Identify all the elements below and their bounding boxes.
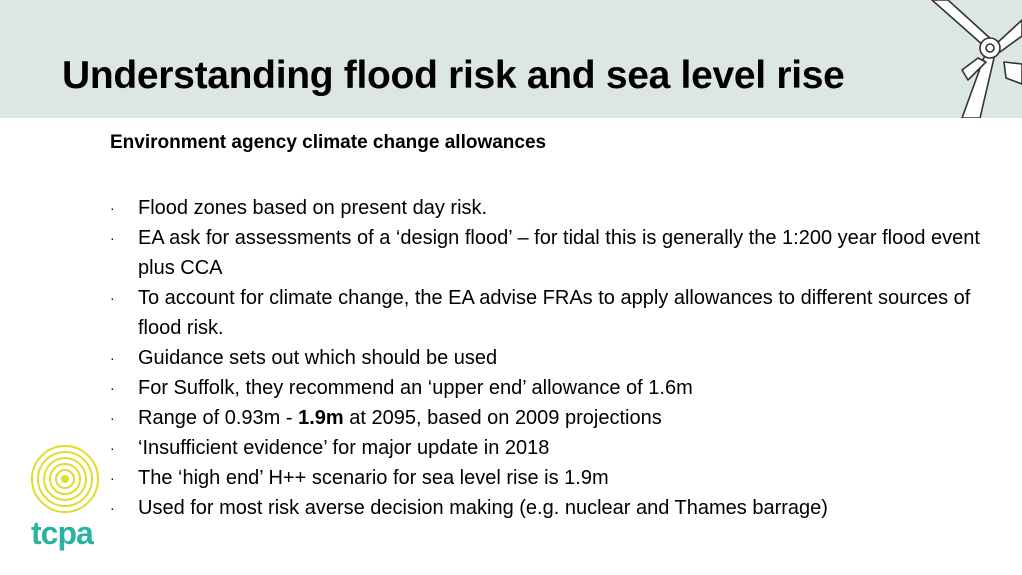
list-item-text: Flood zones based on present day risk. [138,197,488,219]
bullet-dot: · [110,470,115,486]
list-item-text-bold: 1.9m [298,407,344,429]
list-item-text: The ‘high end’ H++ scenario for sea level rise is 1.9m [138,467,609,489]
list-item [110,373,990,403]
list-item [110,433,990,463]
bullet-dot: · [110,380,115,396]
wind-turbine-icon [922,0,1022,118]
bullet-dot: · [110,500,115,516]
list-item-text: Guidance sets out which should be used [138,347,498,369]
list-item-text-pre: Range of 0.93m - [138,407,299,429]
list-item [110,343,990,373]
list-item [110,463,990,493]
section-heading: Environment agency climate change allowances [110,132,547,153]
list-item-text: ‘Insufficient evidence’ for major update in 2018 [138,437,550,459]
list-item [110,223,990,283]
list-item [110,493,990,523]
bullet-dot: · [110,410,115,426]
bullet-dot: · [110,440,115,456]
bullet-dot: · [110,290,115,306]
list-item [110,193,990,223]
list-item-text: To account for climate change, the EA advise FRAs to apply allowances to different sources of flood risk. [138,287,971,339]
list-item [110,283,990,343]
list-item-text-post: at 2095, based on 2009 projections [343,407,662,429]
bullet-dot: · [110,200,115,216]
slide-title: Understanding flood risk and sea level rise [62,54,845,97]
bullet-dot: · [110,230,115,246]
header-banner [0,0,1022,118]
list-item-text: Used for most risk averse decision making (e.g. nuclear and Thames barrage) [138,497,828,519]
tcpa-logo-text: tcpa [31,515,93,551]
list-item-text: For Suffolk, they recommend an ‘upper end’ allowance of 1.6m [138,377,693,399]
bullet-dot: · [110,350,115,366]
list-item-text: EA ask for assessments of a ‘design flood’ – for tidal this is generally the 1:200 year flood event plus CCA [138,227,980,279]
bullet-list [110,193,990,523]
list-item [110,403,990,433]
